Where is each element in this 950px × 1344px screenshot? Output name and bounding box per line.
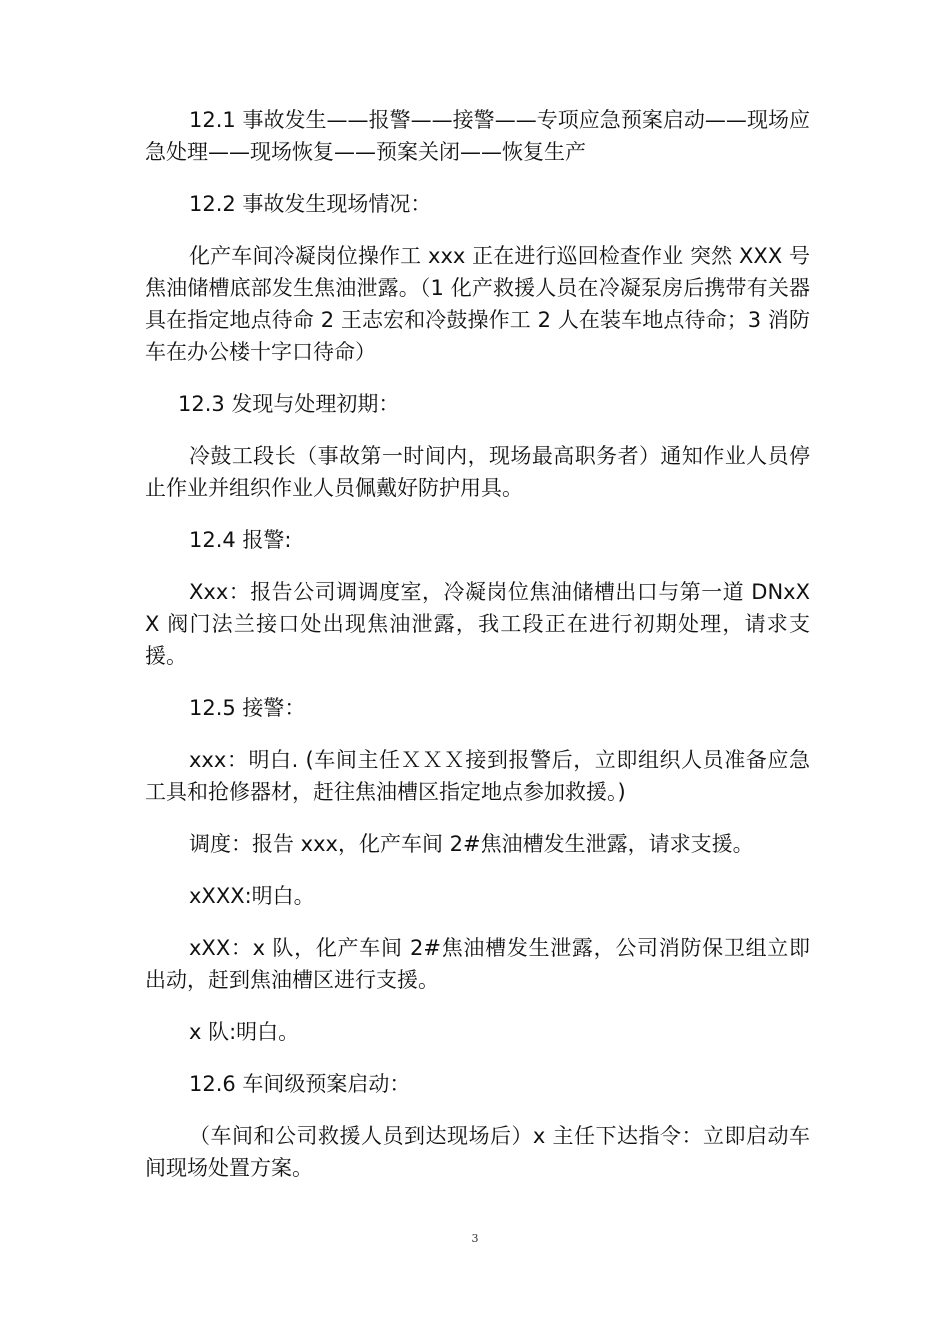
page-number: 3 xyxy=(471,1232,479,1245)
dispatch-report-paragraph: 调度：报告 xxx，化产车间 2#焦油槽发生泄露，请求支援。 xyxy=(189,832,754,856)
fire-team-order-paragraph: xXX：x 队，化产车间 2#焦油槽发生泄露，公司消防保卫组立即出动，赶到焦油槽区进行支援。 xyxy=(145,936,810,992)
team-acknowledge-paragraph: x 队:明白。 xyxy=(189,1020,300,1044)
section-12-5-heading: 12.5 接警： xyxy=(189,696,306,720)
initial-handling-paragraph: 冷鼓工段长（事故第一时间内，现场最高职务者）通知作业人员停止作业并组织作业人员佩戴好防护用具。 xyxy=(145,444,810,500)
scene-description-paragraph: 化产车间冷凝岗位操作工 xxx 正在进行巡回检查作业 突然 XXX 号焦油储槽底部发生焦油泄露。（1 化产救援人员在冷凝泵房后携带有关器具在指定地点待命 2 王志宏和冷鼓操作工 2 人在装车地点待命；3 消防车在办公楼十字口待命） xyxy=(145,244,810,364)
section-12-4-heading: 12.4 报警: xyxy=(189,528,292,552)
document-body xyxy=(145,104,810,1204)
section-12-3-heading: 12.3 发现与处理初期： xyxy=(178,392,400,416)
alarm-report-paragraph: Xxx：报告公司调调度室，冷凝岗位焦油储槽出口与第一道 DNxXX 阀门法兰接口处出现焦油泄露，我工段正在进行初期处理，请求支援。 xyxy=(145,580,810,668)
section-12-1-flow: 12.1 事故发生——报警——接警——专项应急预案启动——现场应急处理——现场恢复——预案关闭——恢复生产 xyxy=(145,108,810,164)
acknowledge-paragraph: xXXX:明白。 xyxy=(189,884,315,908)
section-12-2-heading: 12.2 事故发生现场情况： xyxy=(189,192,432,216)
plan-activation-paragraph: （车间和公司救援人员到达现场后）x 主任下达指令：立即启动车间现场处置方案。 xyxy=(145,1124,810,1180)
alarm-received-paragraph: xxx：明白. (车间主任ＸＸＸ接到报警后，立即组织人员准备应急工具和抢修器材，赶往焦油槽区指定地点参加救援。) xyxy=(145,748,810,804)
section-12-6-heading: 12.6 车间级预案启动： xyxy=(189,1072,411,1096)
